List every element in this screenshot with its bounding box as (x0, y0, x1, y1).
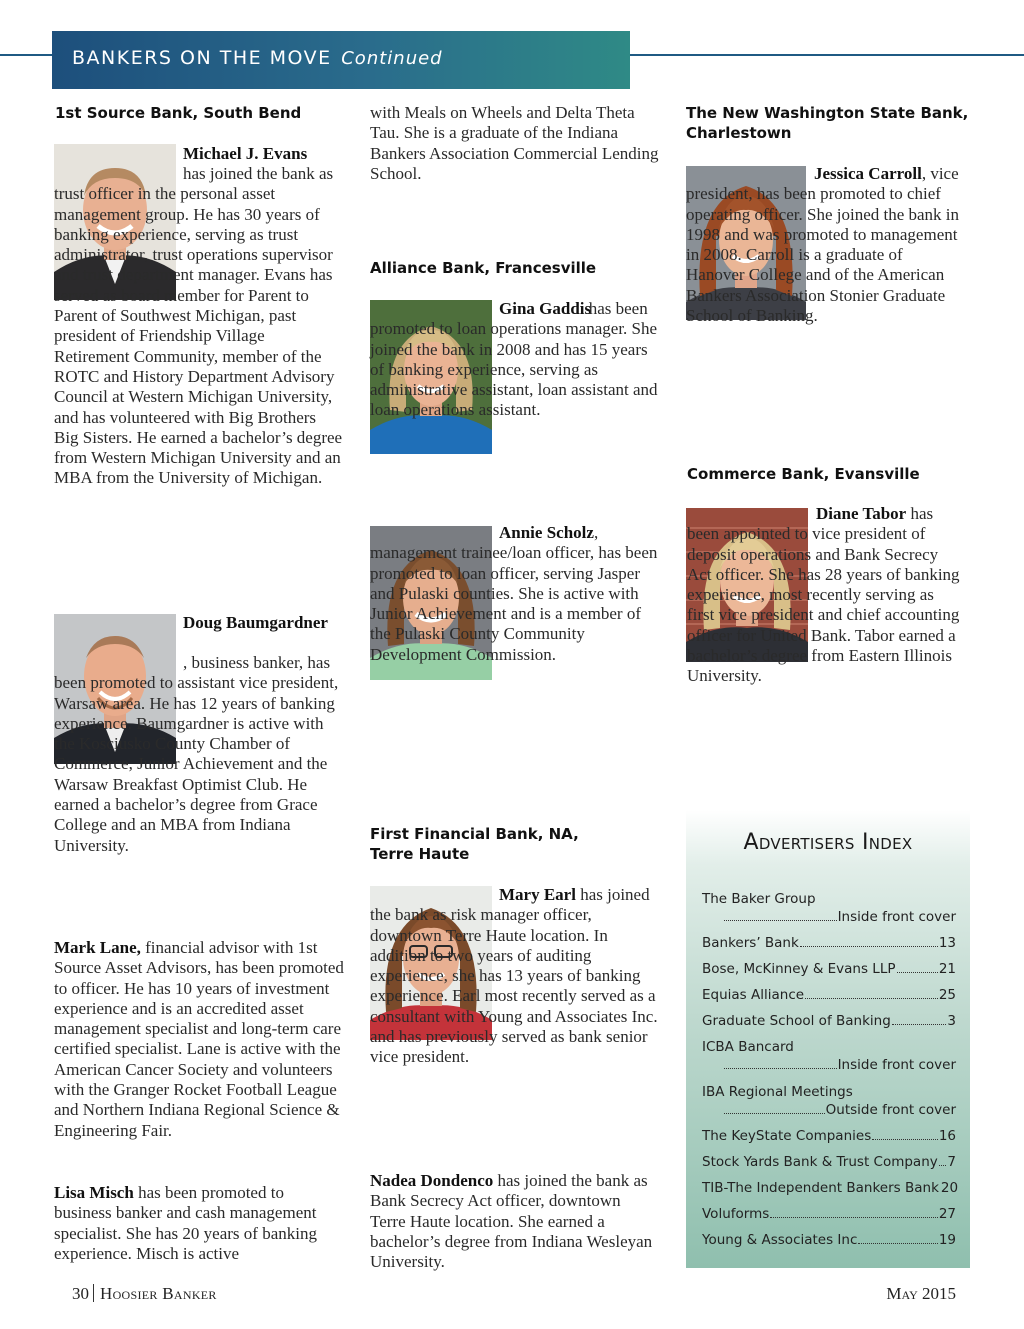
adv-item-page: 27 (938, 1206, 956, 1222)
section-continued: Continued (341, 48, 443, 69)
adv-item-tib[interactable] (702, 1179, 959, 1197)
adv-item-keystate[interactable] (702, 1127, 956, 1145)
adv-item-page: 13 (938, 935, 956, 951)
adv-item-leader (939, 1165, 947, 1166)
evans-name: Michael J. Evans (183, 144, 308, 163)
lane-bio: financial advisor with 1st Source Asset Advisors, has been promoted to officer. He has 10 years of investment experience and is an accredited asset management specialist and long-term care certified specialist. Lane is active with the American Cancer Society and volunteers with the Granger Rocket Football League and Northern Indiana Regional Science & Engineering Fair. (54, 938, 344, 1140)
adv-item-page: Outside front cover (825, 1102, 956, 1118)
bank-heading-first-financial-line2: Terre Haute (370, 845, 470, 863)
footer-page-number: 30 (72, 1284, 89, 1303)
adv-item-name: ICBA Bancard (702, 1039, 794, 1055)
footer-separator (93, 1284, 94, 1302)
adv-item-page: 25 (938, 987, 956, 1003)
tabor-paragraph (687, 504, 965, 687)
footer-issue-date: May 2015 (886, 1284, 956, 1303)
adv-item-name: Bankers’ Bank (702, 935, 799, 951)
adv-item-name: Voluforms (702, 1206, 770, 1222)
bank-heading-new-washington-line1: The New Washington State Bank, (686, 104, 969, 122)
lane-name: Mark Lane, (54, 938, 141, 957)
adv-item-name: Bose, McKinney & Evans LLP (702, 961, 896, 977)
adv-item-graduate-school[interactable] (702, 1012, 956, 1030)
tabor-name: Diane Tabor (816, 504, 907, 523)
adv-item-leader (805, 998, 938, 999)
earl-bio: has joined the bank as risk manager officer, downtown Terre Haute location. In addition to two years of auditing experience, she has 13 years of banking experience. Earl most recently served as a consultant with Young and Associates Inc. and has previously served as bank senior vice president. (370, 885, 658, 1067)
misch-continued: with Meals on Wheels and Delta Theta Tau. She is a graduate of the Indiana Bankers Association Commercial Lending School. (370, 103, 659, 183)
adv-item-name: Young & Associates Inc (702, 1232, 858, 1248)
carroll-bio: , vice president, has been promoted to chief operating officer. She joined the bank in 1998 and was promoted to management in 2008. Carroll is a graduate of Hanover College and of the American Bankers Association Stonier Graduate School of Banking. (686, 164, 960, 326)
adv-item-leader (858, 1243, 937, 1244)
baumgardner-bio: , business banker, has been promoted to assistant vice president, Warsaw area. He has 12 years of banking experience. Baumgardner is active with the Kosciusko County Chamber of Commerce, Junior Achievement and the Warsaw Breakfast Optimist Club. He earned a bachelor’s degree from Grace College and an MBA from Indiana University. (54, 653, 339, 855)
misch-bio: has been promoted to business banker and cash management specialist. She has 20 years of banking experience. Misch is active (54, 1183, 317, 1263)
misch-paragraph (54, 1183, 344, 1264)
bank-heading-commerce: Commerce Bank, Evansville (687, 465, 920, 483)
baumgardner-name: Doug Baumgardner (183, 613, 328, 632)
scholz-bio: , management trainee/loan officer, has been promoted to loan officer, serving Jasper and Pulaski counties. She is active with Junior Achievement and is a member of the Pulaski County Community Development Commission. (370, 523, 658, 664)
tabor-bio: has been appointed to vice president of deposit operations and Bank Secrecy Act officer. She has 28 years of banking experience, most recently serving as first vice president and chief accounting officer for United Bank. Tabor earned a bachelor’s degree from Eastern Illinois University. (687, 504, 960, 686)
misch-name: Lisa Misch (54, 1183, 134, 1202)
bank-heading-first-financial (370, 824, 579, 864)
gaddis-name: Gina Gaddis (499, 299, 592, 318)
baumgardner-lead-name (183, 613, 343, 633)
gaddis-bio (370, 299, 660, 421)
adv-item-voluforms[interactable] (702, 1205, 956, 1223)
adv-item-leader (724, 920, 837, 921)
adv-item-name: TIB-The Independent Bankers Bank (702, 1180, 939, 1196)
adv-item-equias-alliance[interactable] (702, 986, 956, 1004)
adv-item-leader (800, 946, 938, 947)
adv-item-name: Graduate School of Banking (702, 1013, 891, 1029)
adv-item-page: 7 (947, 1154, 956, 1170)
lane-paragraph (54, 938, 344, 1141)
adv-item-page: 19 (938, 1232, 956, 1248)
adv-item-name: Stock Yards Bank & Trust Company (702, 1154, 938, 1170)
earl-name: Mary Earl (499, 885, 576, 904)
bank-heading-first-financial-line1: First Financial Bank, NA, (370, 825, 579, 843)
carroll-name: Jessica Carroll (814, 164, 922, 183)
section-title: BANKERS ON THE MOVE (72, 47, 332, 69)
adv-item-iba-regional[interactable] (702, 1083, 956, 1119)
scholz-name: Annie Scholz (499, 523, 594, 542)
adv-item-page: 3 (947, 1013, 956, 1029)
adv-item-leader (892, 1024, 947, 1025)
adv-item-name: The KeyState Companies (702, 1128, 872, 1144)
advertisers-index (686, 810, 970, 1268)
evans-lead-name (183, 144, 343, 164)
adv-item-page: Inside front cover (837, 909, 956, 925)
section-header (52, 31, 630, 89)
adv-item-leader (724, 1113, 825, 1114)
adv-item-bankers-bank[interactable] (702, 934, 956, 952)
dondenco-name: Nadea Dondenco (370, 1171, 494, 1190)
gaddis-bio-text: has been promoted to loan operations manager. She joined the bank in 2008 and has 15 years of banking experience, serving as administrative assistant, loan assistant and loan operations assistant. (370, 299, 658, 420)
adv-item-name: The Baker Group (702, 891, 816, 907)
scholz-paragraph (370, 523, 660, 665)
bank-heading-new-washington-line2: Charlestown (686, 124, 792, 142)
adv-item-name: Equias Alliance (702, 987, 805, 1003)
bank-heading-1st-source: 1st Source Bank, South Bend (55, 104, 302, 122)
adv-item-leader (897, 972, 938, 973)
adv-item-page: Inside front cover (837, 1057, 956, 1073)
adv-item-page: 20 (940, 1180, 959, 1196)
adv-item-stock-yards[interactable] (702, 1153, 956, 1171)
footer-magazine-name: Hoosier Banker (100, 1284, 217, 1303)
advertisers-index-title: Advertisers Index (743, 830, 913, 855)
footer-page-info (72, 1284, 217, 1304)
adv-item-icba-bancard[interactable] (702, 1038, 956, 1074)
adv-item-leader (724, 1068, 837, 1069)
adv-item-leader (770, 1217, 938, 1218)
adv-item-baker-group[interactable] (702, 890, 956, 926)
adv-item-page: 21 (938, 961, 956, 977)
bank-heading-alliance: Alliance Bank, Francesville (370, 259, 597, 277)
adv-item-bose-mckinney[interactable] (702, 960, 956, 978)
dondenco-bio: has joined the bank as Bank Secrecy Act officer, downtown Terre Haute location. She earned a bachelor’s degree from Indiana Wesleyan University. (370, 1171, 653, 1272)
bank-heading-new-washington (686, 103, 968, 143)
adv-item-leader (872, 1139, 938, 1140)
adv-item-page: 16 (938, 1128, 956, 1144)
dondenco-paragraph (370, 1171, 660, 1272)
adv-item-name: IBA Regional Meetings (702, 1084, 853, 1100)
earl-paragraph (370, 885, 660, 1068)
carroll-paragraph (686, 164, 964, 326)
adv-item-young-associates[interactable] (702, 1231, 956, 1249)
evans-bio: has joined the bank as trust officer in the personal asset management group. He has 30 years of banking experience, serving as trust administrator, trust operations supervisor and trust department manager. Evans has served as board member for Parent to Parent of Southwest Michigan, past president of Friendship Village Retirement Community, member of the ROTC and History Department Advisory Council at Western Michigan University, and has volunteered with Big Brothers Big Sisters. He earned a bachelor’s degree from Western Michigan University and an MBA from the University of Michigan. (54, 164, 343, 488)
